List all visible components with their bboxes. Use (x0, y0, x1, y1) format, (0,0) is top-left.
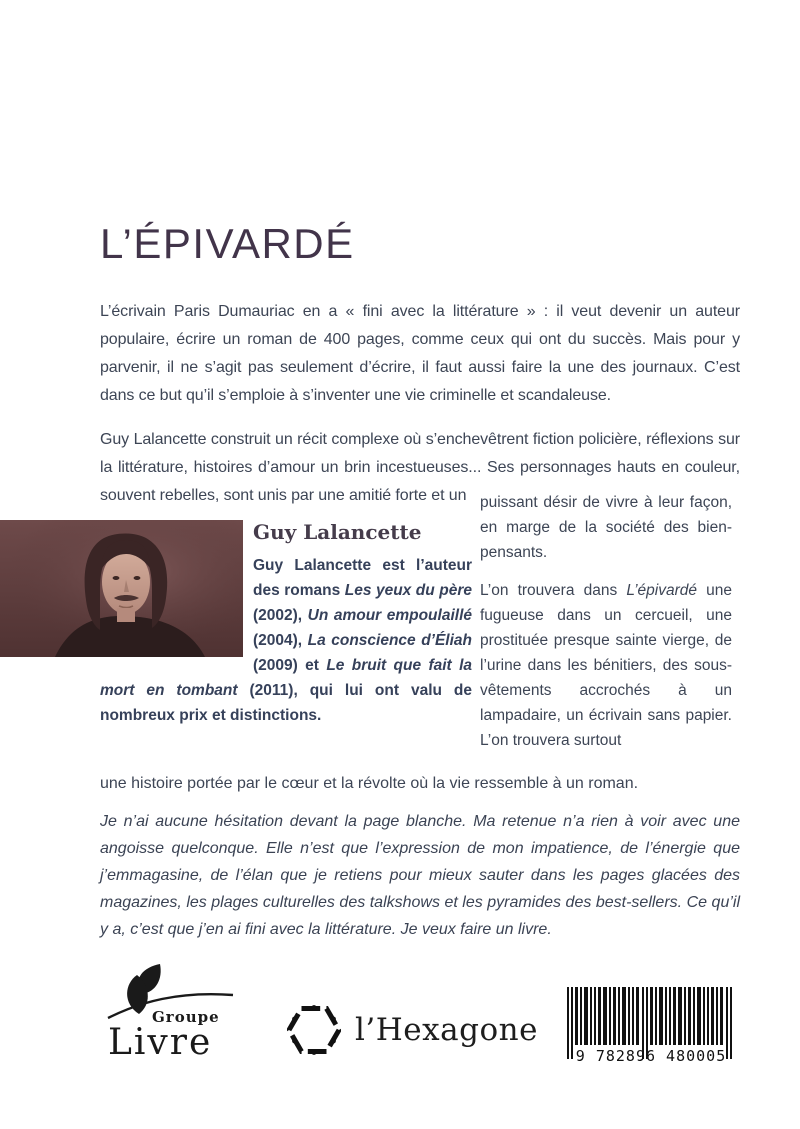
groupe-livre-logo (106, 964, 246, 1066)
hexagone-logo (287, 1002, 538, 1058)
livre-label: Livre (108, 1022, 213, 1063)
hexagone-emblem-icon (287, 1003, 341, 1057)
author-photo-image (0, 520, 243, 657)
barcode-digits: 9 782896 480005 (575, 1047, 727, 1065)
synopsis-paragraph-2-continued: puissant désir de vivre à leur façon, en marge de la société des bien-pensants. (480, 494, 732, 561)
hexagone-label: l’Hexagone (355, 1012, 538, 1048)
author-section (100, 520, 472, 728)
groupe-label: Groupe (152, 1008, 220, 1026)
synopsis-paragraph-2: Guy Lalancette construit un récit complexe où s’enchevêtrent fiction policière, réflexions sur la littérature, histoires d’amour un brin incestueuses... Ses personnages hauts en couleur, souvent rebelles, sont unis par une amitié forte et un (100, 431, 740, 504)
author-name-heading: Guy Lalancette (253, 520, 422, 544)
synopsis-right-column (480, 490, 732, 766)
book-title: L’ÉPIVARDÉ (100, 220, 355, 268)
author-photo (0, 520, 243, 657)
synopsis-closing-line: une histoire portée par le cœur et la révolte où la vie ressemble à un roman. (100, 775, 639, 792)
author-quote: Je n’ai aucune hésitation devant la page blanche. Ma retenue n’a rien à voir avec une angoisse quelconque. Elle n’est que l’expression de mon impatience, de l’énergie que j’emmagasine, de l’élan que je retiens pour mieux sauter dans les pages glacées des magazines, les plages culturelles des talkshows et les pyramides des best-sellers. Ce qu’il y a, c’est que j’en ai fini avec la littérature. Je veux faire un livre. (100, 813, 740, 938)
isbn-barcode (565, 985, 737, 1067)
synopsis-paragraph-1: L’écrivain Paris Dumauriac en a « fini avec la littérature » : il veut devenir un auteur populaire, écrire un roman de 400 pages, comme ceux qui ont du succès. Mais pour y parvenir, il ne s’agit pas seulement d’écrire, il faut aussi faire la une des journaux. C’est dans ce but qu’il s’emploie à s’inventer une vie criminelle et scandaleuse. (100, 303, 740, 404)
author-bio: Guy Lalancette est l’auteur des romans Les yeux du père (2002), Un amour empoulaillé (2004), La conscience d’Éliah (2009) et Le bruit que fait la mort en tombant (2011), qui lui ont valu de nombreux prix et distinctions. (100, 557, 473, 724)
synopsis-paragraph-3: L’on trouvera dans L’épivardé une fugueuse dans un cercueil, une prostituée presque sainte vierge, de l’urine dans les bénitiers, des sous-vêtements accrochés à un lampadaire, un écrivain sans papier. L’on trouvera surtout (480, 582, 732, 749)
